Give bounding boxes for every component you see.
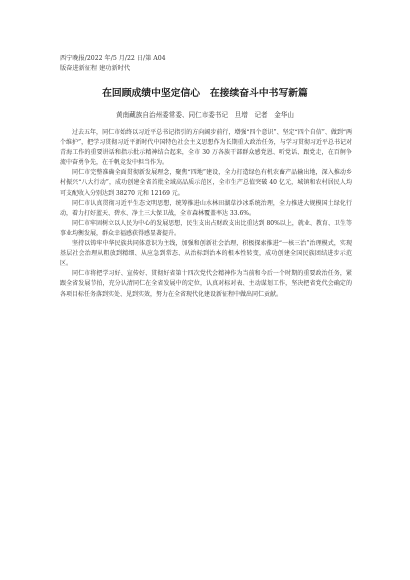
paragraph: 同仁市认真贯彻习近平生态文明思想，统筹推进山水林田湖草沙冰系统治理，全力推进大规模国土绿化行动，着力打好蓝天、碧水、净土三大保卫战，全市森林覆盖率达 33.6%。 [60,199,352,217]
paragraph: 同仁市牢固树立以人民为中心的发展思想，民生支出占财政支出比重达到 80%以上，就业、教育、卫生等事业均衡发展，群众幸福感获得感显著提升。 [60,219,352,237]
paragraph: 同仁市将把学习好、宣传好、贯彻好省第十四次党代会精神作为当前和今后一个时期的重要政治任务，紧跟全省发展节拍，充分认清同仁在全省发展中的定位，认真对标对表、主动谋划工作，坚决把省党代会确定的各项目标任务落到实处、见到实效，努力在全省现代化建设新征程中做出同仁贡献。 [60,270,352,298]
source-line-2: 版奋进新征程 建功新时代 [60,65,131,72]
paragraph: 坚持以铸牢中华民族共同体意识为主线，加强和创新社会治理，积极探索推进“一核三治”治理模式，实现基层社会治理从粗放到精细、从应急到常态、从治标到治本的根本性转变，成功创建全国民族团结进步示范区。 [60,240,352,268]
article-byline: 黄南藏族自治州委常委、同仁市委书记 旦增 记者 金华山 [115,111,295,119]
article-body [60,128,352,300]
paragraph: 过去五年，同仁市始终以习近平总书记指引的方向阔步前行，增强“四个意识”、坚定“四个自信”、做到“两个维护”，把学习贯彻习近平新时代中国特色社会主义思想作为长期重大政治任务，与学习贯彻习近平总书记对青海工作的重要讲话和指示批示精神结合起来，全市 30 万各族干部群众感党恩、听党话、跟党走，在百舸争流中奋勇争先，在千帆竞发中担当作为。 [60,129,352,167]
source-line-1: 西宁晚报/2022 年/5 月/22 日/第 A04 [60,55,166,62]
paragraph: 同仁市完整准确全面贯彻新发展理念，聚焦“四地”建设，全力打造绿色有机农畜产品输出地，深入推动乡村振兴“八大行动”，成功创建全省首批全域高品质示范区，全市生产总值突破 40 亿元，城镇和农村居民人均可支配收入分别达到 38270 元和 12169 元。 [60,169,352,197]
article-title: 在回顾成绩中坚定信心 在接续奋斗中书写新篇 [102,88,308,99]
source-meta [60,54,166,74]
